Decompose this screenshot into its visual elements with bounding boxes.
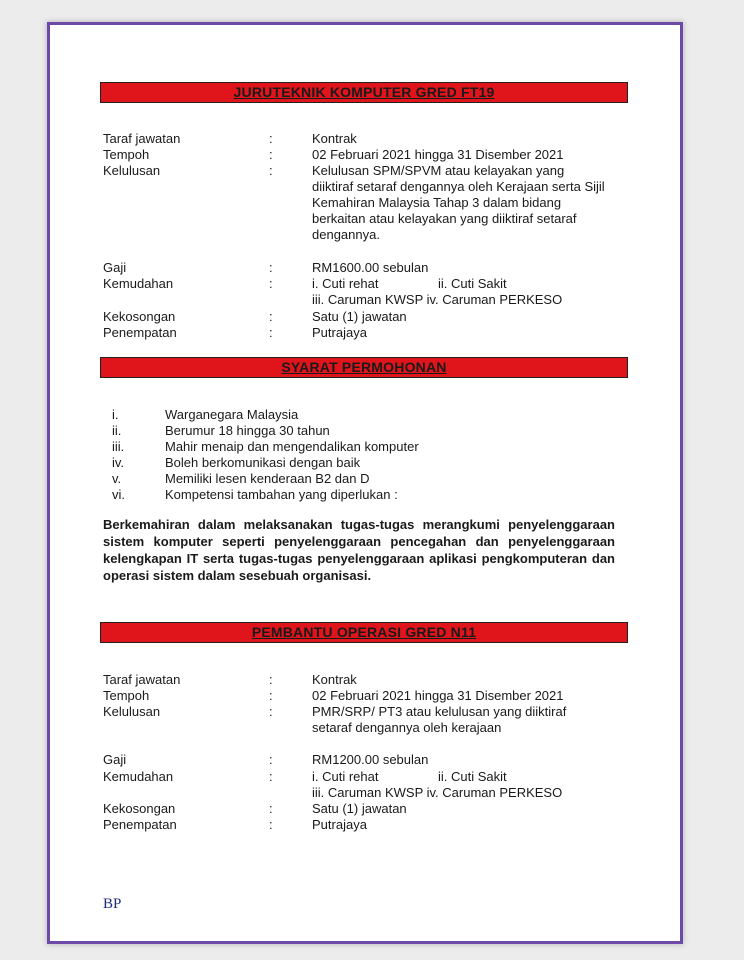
label: Penempatan: [103, 325, 177, 340]
colon: :: [269, 752, 273, 767]
value: Satu (1) jawatan: [312, 801, 407, 816]
label: Gaji: [103, 752, 127, 767]
colon: :: [269, 147, 273, 162]
colon: :: [269, 801, 273, 816]
footer-initials: BP: [103, 896, 122, 912]
label: Kemudahan: [103, 769, 174, 784]
list-text: Kompetensi tambahan yang diperlukan :: [165, 487, 398, 502]
list-number: iii.: [112, 439, 125, 454]
list-text: Berumur 18 hingga 30 tahun: [165, 423, 330, 438]
list-number: vi.: [112, 487, 125, 502]
colon: :: [269, 260, 273, 275]
list-text: Warganegara Malaysia: [165, 407, 299, 422]
label: Kelulusan: [103, 163, 161, 178]
value: 02 Februari 2021 hingga 31 Disember 2021: [312, 147, 564, 162]
label: Penempatan: [103, 817, 177, 832]
label: Kekosongan: [103, 801, 176, 816]
label: Tempoh: [103, 688, 150, 703]
kompetensi-paragraph: Berkemahiran dalam melaksanakan tugas-tugas merangkumi penyelenggaraan sistem komputer seperti penyelenggaraan pencegahan dan penyelenggaraan kelengkapan IT serta tugas-tugas penyelenggaraan aplikasi pengkomputeran dan operasi sistem dalam sesebuah organisasi.: [103, 517, 615, 583]
label: Taraf jawatan: [103, 672, 181, 687]
colon: :: [269, 325, 273, 340]
section-title-pembantu-operasi: PEMBANTU OPERASI GRED N11: [100, 622, 628, 643]
colon: :: [269, 309, 273, 324]
colon: :: [269, 817, 273, 832]
section-title-juruteknik: JURUTEKNIK KOMPUTER GRED FT19: [100, 82, 628, 103]
list-number: v.: [112, 471, 122, 486]
document-page: JURUTEKNIK KOMPUTER GRED FT19 Taraf jawatan : Kontrak Tempoh : 02 Februari 2021 hingga 31 Disember 2021 Kelulusan : Kelulusan SPM/SPVM atau kelayakan yang diiktiraf setaraf dengannya oleh Kerajaan serta Sijil Kemahiran Malaysia Tahap 3 dalam bidang berkaitan atau kelayakan yang diiktiraf setaraf dengannya. Gaji : RM1600.00 sebulan Kemudahan : i. Cuti rehat ii. Cuti Sakit iii. Caruman KWSP iv. Caruman PERKESO Kekosongan : Satu (1) jawatan Penempatan : Putrajaya SYARAT PERMOHONAN i. Warganegara Malaysia ii. Berumur 18 hingga 30 tahun iii. Mahir menaip dan mengendalikan komputer iv. Boleh berkomunikasi dengan baik v. Memiliki lesen kenderaan B2 dan D vi. Kompetensi tambahan yang diperlukan : Berkemahiran dalam melaksanakan tugas-tugas merangkumi penyelenggaraan sistem komputer seperti penyelenggaraan pencegahan dan penyelenggaraan kelengkapan IT serta tugas-tugas penyelenggaraan aplikasi pengkomputeran dan operasi sistem dalam sesebuah organisasi. PEMBANTU OPERASI GRED N11 Taraf jawatan : Kontrak Tempoh : 02 Februari 2021 hingga 31 Disember 2021 Kelulusan : PMR/SRP/ PT3 atau kelulusan yang diiktiraf setaraf dengannya oleh kerajaan Gaji : RM1200.00 sebulan Kemudahan : i. Cuti rehat ii. Cuti Sakit iii. Caruman KWSP iv. Caruman PERKESO Kekosongan : Satu (1) jawatan Penempatan : Putrajaya BP: [47, 22, 683, 944]
list-text: Boleh berkomunikasi dengan baik: [165, 455, 361, 470]
value: Putrajaya: [312, 817, 367, 832]
label: Gaji: [103, 260, 127, 275]
value: Kontrak: [312, 131, 357, 146]
label: Tempoh: [103, 147, 150, 162]
label: Kemudahan: [103, 276, 174, 291]
colon: :: [269, 131, 273, 146]
list-number: i.: [112, 407, 119, 422]
colon: :: [269, 688, 273, 703]
label: Taraf jawatan: [103, 131, 181, 146]
value: RM1200.00 sebulan: [312, 752, 429, 767]
list-text: Memiliki lesen kenderaan B2 dan D: [165, 471, 370, 486]
list-number: ii.: [112, 423, 122, 438]
value: RM1600.00 sebulan: [312, 260, 429, 275]
list-number: iv.: [112, 455, 125, 470]
section-title-syarat: SYARAT PERMOHONAN: [100, 357, 628, 378]
value: Putrajaya: [312, 325, 367, 340]
colon: :: [269, 704, 273, 719]
colon: :: [269, 672, 273, 687]
value: Satu (1) jawatan: [312, 309, 407, 324]
colon: :: [269, 276, 273, 291]
value: 02 Februari 2021 hingga 31 Disember 2021: [312, 688, 564, 703]
list-text: Mahir menaip dan mengendalikan komputer: [165, 439, 419, 454]
label: Kekosongan: [103, 309, 176, 324]
colon: :: [269, 163, 273, 178]
label: Kelulusan: [103, 704, 161, 719]
colon: :: [269, 769, 273, 784]
value: Kontrak: [312, 672, 357, 687]
